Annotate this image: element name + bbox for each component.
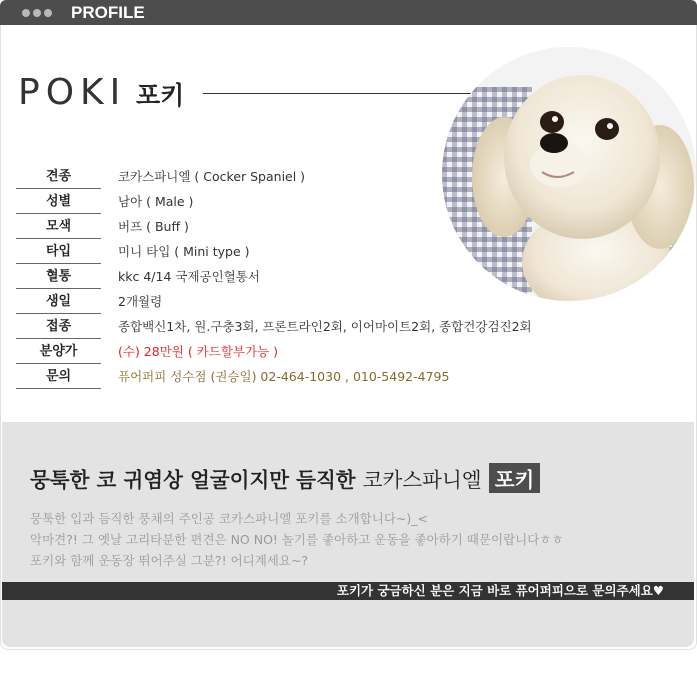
info-value: 버프 ( Buff )	[118, 219, 189, 234]
info-row-vaccination	[16, 316, 556, 341]
headline-name-highlight: 포키	[489, 463, 541, 493]
description-line: 포키와 함께 운동장 뛰어주실 그분?! 어디계세요~?	[30, 553, 309, 568]
profile-header-bar	[0, 0, 697, 25]
info-label: 타입	[16, 241, 101, 264]
intro-description	[30, 508, 563, 571]
inquiry-banner-text: 포키가 궁금하신 분은 지금 바로 퓨어퍼피으로 문의주세요♥	[336, 583, 664, 598]
info-label: 문의	[16, 366, 101, 389]
info-label: 모색	[16, 216, 101, 239]
info-label: 성별	[16, 191, 101, 214]
info-value: 2개월령	[118, 294, 163, 309]
info-value: 미니 타입 ( Mini type )	[118, 244, 250, 259]
dog-name-korean: 포키	[136, 81, 185, 110]
price-value: (수) 28만원 ( 카드할부가능 )	[118, 344, 278, 359]
info-value: 코카스파니엘 ( Cocker Spaniel )	[118, 169, 306, 184]
inquiry-banner	[2, 582, 694, 600]
description-line: 악마견?! 그 옛날 고리타분한 편견은 NO NO! 놀기를 좋아하고 운동을 좋아하기 때문이랍니다ㅎㅎ	[30, 532, 564, 547]
headline-breed: 코카스파니엘	[362, 468, 482, 492]
info-value: 종합백신1차, 원.구충3회, 프론트라인2회, 이어마이트2회, 종합건강검진2회	[118, 319, 532, 334]
headline-bold: 뭉툭한 코 귀염상 얼굴이지만 듬직한	[30, 468, 356, 492]
info-row-birth	[16, 291, 556, 316]
info-label: 생일	[16, 291, 101, 314]
header-title: PROFILE	[71, 3, 145, 22]
info-row-contact	[16, 366, 556, 391]
info-row-pedigree	[16, 266, 556, 291]
info-value: kkc 4/14 국제공인혈통서	[118, 269, 260, 284]
info-row-sex	[16, 191, 556, 216]
info-label: 혈통	[16, 266, 101, 289]
title-divider	[203, 93, 513, 94]
info-row-breed	[16, 166, 556, 191]
info-value: 남아 ( Male )	[118, 194, 194, 209]
description-line: 뭉툭한 입과 듬직한 풍채의 주인공 코카스파니엘 포키를 소개합니다~)_<	[30, 511, 428, 526]
info-label: 접종	[16, 316, 101, 339]
dog-name-english: POKI	[18, 72, 127, 113]
info-row-type	[16, 241, 556, 266]
info-label: 견종	[16, 166, 101, 189]
info-label: 분양가	[16, 341, 101, 364]
contact-value: 퓨어퍼피 성수점 (권승일) 02-464-1030 , 010-5492-4795	[118, 369, 450, 384]
profile-info-table	[16, 166, 556, 391]
info-row-price	[16, 341, 556, 366]
info-row-color	[16, 216, 556, 241]
intro-headline	[30, 463, 540, 493]
